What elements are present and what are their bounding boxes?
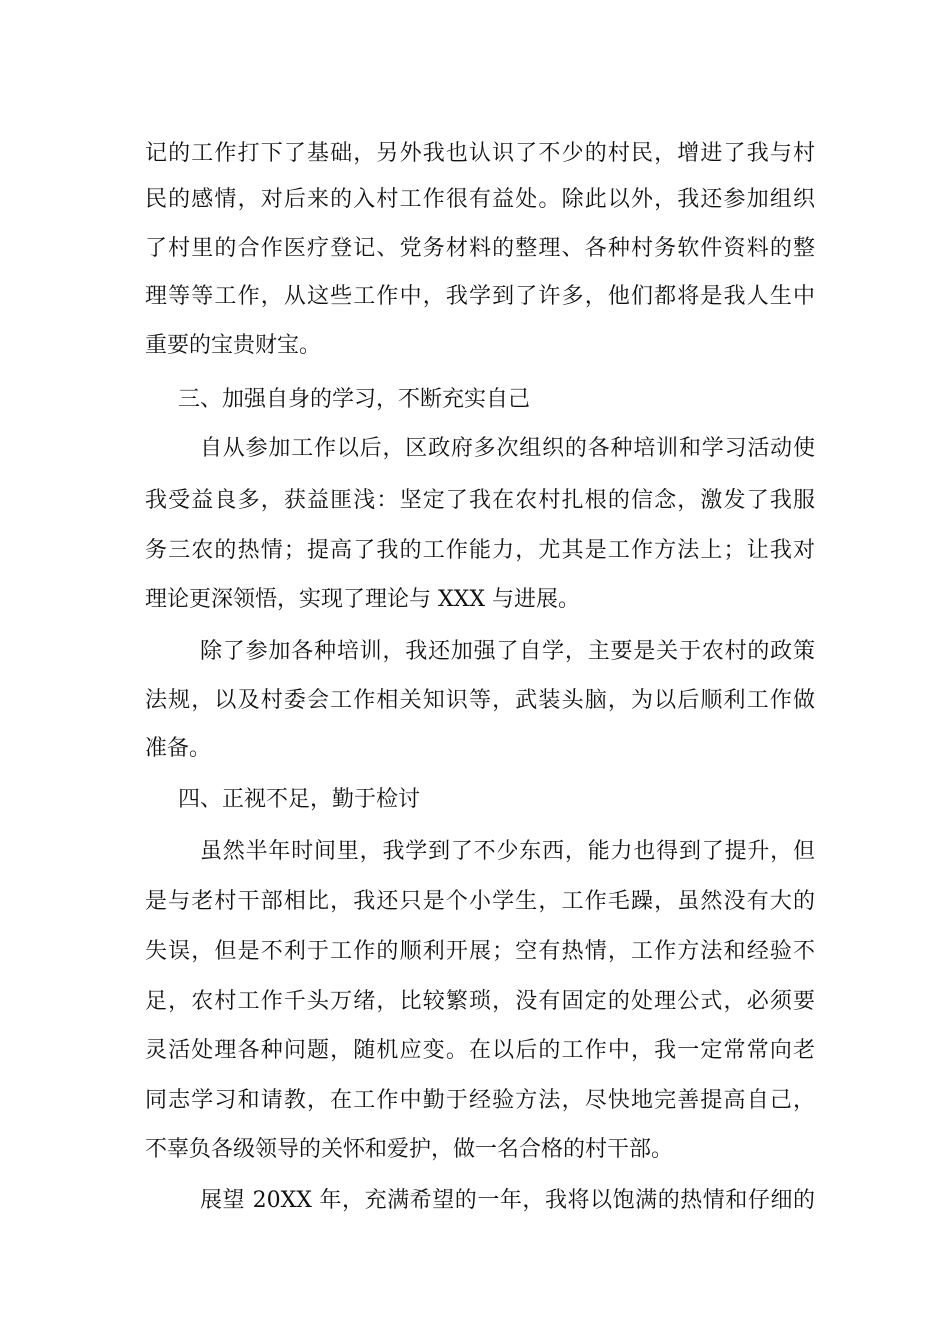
body-text-line: 民的感情，对后来的入村工作很有益处。除此以外，我还参加组织 [145, 187, 815, 212]
body-text-line: 记的工作打下了基础，另外我也认识了不少的村民，增进了我与村 [145, 141, 815, 166]
body-text-line: 理论更深领悟，实现了理论与 XXX 与进展。 [145, 587, 580, 612]
body-text-line: 务三农的热情；提高了我的工作能力，尤其是工作方法上；让我对 [145, 538, 815, 563]
paragraph-first-line: 展望 20XX 年，充满希望的一年，我将以饱满的热情和仔细的 [200, 1188, 815, 1213]
body-text-line: 不辜负各级领导的关怀和爱护，做一名合格的村干部。 [145, 1137, 674, 1162]
paragraph-first-line: 除了参加各种培训，我还加强了自学，主要是关于农村的政策 [200, 639, 815, 664]
body-text-line: 同志学习和请教，在工作中勤于经验方法，尽快地完善提高自己， [145, 1088, 815, 1113]
section-heading: 四、正视不足，勤于检讨 [178, 787, 421, 812]
body-text-line: 足，农村工作千头万绪，比较繁琐，没有固定的处理公式，必须要 [145, 989, 815, 1014]
body-text-line: 是与老村干部相比，我还只是个小学生，工作毛躁，虽然没有大的 [145, 889, 815, 914]
body-text-line: 准备。 [145, 736, 212, 761]
body-text-line: 法规，以及村委会工作相关知识等，武装头脑，为以后顺利工作做 [145, 688, 815, 713]
body-text-line: 重要的宝贵财宝。 [145, 333, 322, 358]
section-heading: 三、加强自身的学习，不断充实自己 [178, 387, 531, 412]
paragraph-first-line: 自从参加工作以后，区政府多次组织的各种培训和学习活动使 [200, 436, 815, 461]
paragraph-first-line: 虽然半年时间里，我学到了不少东西，能力也得到了提升，但 [200, 839, 815, 864]
body-text-line: 理等等工作，从这些工作中，我学到了许多，他们都将是我人生中 [145, 284, 815, 309]
body-text-line: 灵活处理各种问题，随机应变。在以后的工作中，我一定常常向老 [145, 1038, 815, 1063]
body-text-line: 我受益良多，获益匪浅：坚定了我在农村扎根的信念，激发了我服 [145, 488, 815, 513]
body-text-line: 了村里的合作医疗登记、党务材料的整理、各种村务软件资料的整 [145, 236, 815, 261]
body-text-line: 失误，但是不利于工作的顺利开展；空有热情，工作方法和经验不 [145, 939, 815, 964]
